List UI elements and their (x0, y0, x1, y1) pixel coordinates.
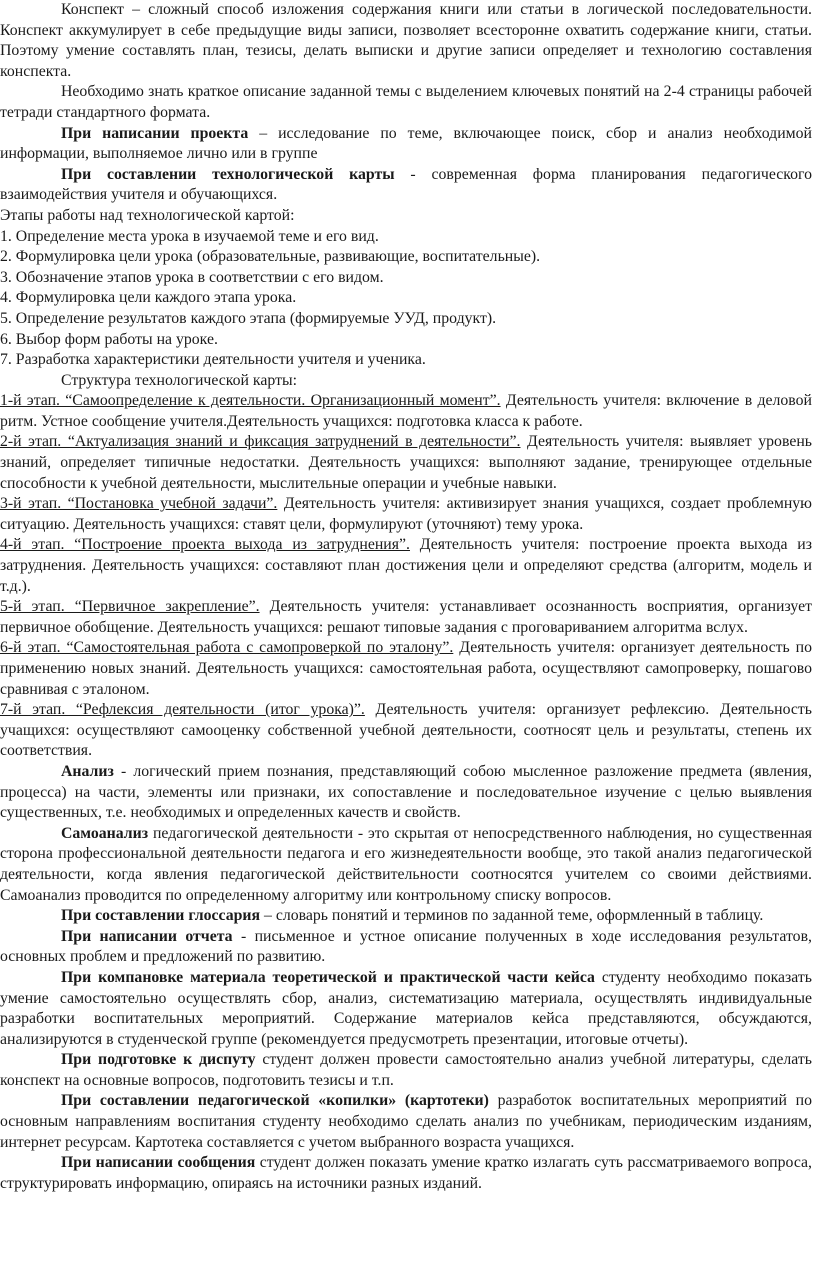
term-selfanalysis: Самоанализ (61, 824, 149, 842)
paragraph-glossary (0, 906, 812, 927)
step-text: Деятельность учителя: организует рефлексию. Деятельность учащихся: осуществляют самооценку собственной учебной деятельности, соотносят цель и результаты, степень их соответствия. (0, 701, 812, 760)
step-title: 6-й этап. “Самостоятельная работа с самопроверкой по эталону”. (0, 639, 454, 657)
term-techmap: При составлении технологической карты (61, 165, 395, 183)
step-item (0, 535, 812, 597)
definition-message: студент должен показать умение кратко излагать суть рассматриваемого вопроса, структурировать информацию, опираясь на источники разных изданий. (0, 1154, 812, 1192)
definition-project: – исследование по теме, включающее поиск, сбор и анализ необходимой информации, выполняемое лично или в группе (0, 124, 812, 163)
paragraph-techmap (0, 165, 812, 206)
term-casework: При компановке материала теоретической и практической части кейса (61, 968, 595, 986)
definition-analysis: - логический прием познания, представляющий собою мысленное разложение предмета (явления, процесса) на части, элементы или признаки, их сопоставление и последовательное изучение с целью выявления существенных, т.е. необходимых и определенных качеств и свойств. (0, 762, 812, 822)
paragraph-dispute (0, 1050, 812, 1091)
paragraph-message (0, 1153, 812, 1194)
stage-item: 2. Формулировка цели урока (образовательные, развивающие, воспитательные). (0, 248, 541, 266)
paragraph-konspekt-requirement: Необходимо знать краткое описание заданной темы с выделением ключевых понятий на 2-4 страницы рабочей тетради стандартного формата. (0, 83, 812, 121)
step-text: Деятельность учителя: организует деятельность по применению новых знаний. Деятельность учащихся: самостоятельная работа, осуществляют самопроверку, пошагово сравнивая с эталоном. (0, 639, 812, 698)
step-title: 2-й этап. “Актуализация знаний и фиксация затруднений в деятельности”. (0, 433, 521, 451)
stage-item: 1. Определение места урока в изучаемой теме и его вид. (0, 227, 379, 245)
term-glossary: При составлении глоссария (61, 907, 261, 925)
step-text: Деятельность учителя: выявляет уровень знаний, определяет типичные недостатки. Деятельность учащихся: выполняют задание, тренирующее отдельные способности к учебной деятельности, мыслительные операции и учебные навыки. (0, 433, 812, 492)
paragraph-cardfile (0, 1091, 812, 1153)
stages-title: Этапы работы над технологической картой: (0, 206, 295, 224)
stage-item: 5. Определение результатов каждого этапа (формируемые УУД, продукт). (0, 309, 497, 327)
step-text: Деятельность учителя: построение проекта выхода из затруднения. Деятельность учащихся: составляют план достижения цели и определяют средства (алгоритм, модель и т.д.). (0, 536, 812, 595)
paragraph-analysis (0, 762, 812, 824)
stage-item: 7. Разработка характеристики деятельности учителя и ученика. (0, 351, 426, 369)
structure-steps (0, 391, 812, 762)
definition-dispute: студент должен провести самостоятельно анализ учебной литературы, сделать конспект на основные вопросов, подготовить тезисы и т.п. (0, 1051, 813, 1089)
term-report: При написании отчета (61, 927, 233, 945)
stage-item: 3. Обозначение этапов урока в соответствии с его видом. (0, 268, 384, 286)
definition-glossary: – словарь понятий и терминов по заданной теме, оформленный в таблицу. (260, 907, 764, 925)
term-analysis: Анализ (61, 762, 114, 780)
step-text: Деятельность учителя: включение в деловой ритм. Устное сообщение учителя.Деятельность учащихся: подготовка класса к работе. (0, 392, 812, 430)
definition-cardfile: разработок воспитательных мероприятий по основным направлениям воспитания студенту необходимо сделать анализ по учебникам, периодическим изданиям, интернет ресурсам. Картотека составляется с учетом выбранного возраста учащихся. (0, 1092, 812, 1151)
step-title: 3-й этап. “Постановка учебной задачи”. (0, 495, 278, 513)
step-title: 7-й этап. “Рефлексия деятельности (итог урока)”. (0, 701, 365, 719)
term-message: При написании сообщения (61, 1154, 256, 1172)
definition-casework: студенту необходимо показать умение самостоятельно осуществлять сбор, анализ, систематизацию материала, осуществлять индивидуальные разработки воспитательных мероприятий. Содержание материалов кейса представляются, обсуждаются, анализируются в студенческой группе (рекомендуется предусмотреть презентации, итоговые отчеты). (0, 968, 812, 1048)
stages-list (0, 227, 812, 371)
step-text: Деятельность учителя: активизирует знания учащихся, создает проблемную ситуацию. Деятельность учащихся: ставят цели, формулируют (уточняют) тему урока. (0, 495, 812, 533)
step-item (0, 494, 812, 535)
structure-title: Структура технологической карты: (61, 371, 297, 389)
paragraph-report (0, 927, 812, 968)
step-title: 4-й этап. “Построение проекта выхода из затруднения”. (0, 536, 410, 554)
paragraph-selfanalysis (0, 824, 812, 906)
term-dispute: При подготовке к диспуту (61, 1051, 256, 1069)
step-text: Деятельность учителя: устанавливает осознанность восприятия, организует первичное обобщение. Деятельность учащихся: решают типовые задания с проговариванием алгоритма вслух. (0, 598, 812, 636)
step-item (0, 700, 812, 762)
step-item (0, 432, 812, 494)
paragraph-casework (0, 968, 812, 1050)
step-item (0, 597, 812, 638)
paragraph-konspekt-definition: Конспект – сложный способ изложения содержания книги или статьи в логической последовательности. Конспект аккумулирует в себе предыдущие виды записи, позволяет всесторонне охватить содержание книги, статьи. Поэтому умение составлять план, тезисы, делать выписки и другие записи определяет и технологию составления конспекта. (0, 1, 812, 80)
step-item (0, 638, 812, 700)
stage-item: 6. Выбор форм работы на уроке. (0, 330, 218, 348)
step-item (0, 391, 812, 432)
definition-techmap: - современная форма планирования педагогического взаимодействия учителя и обучающихся. (0, 165, 812, 204)
stage-item: 4. Формулировка цели каждого этапа урока. (0, 289, 297, 307)
step-title: 5-й этап. “Первичное закрепление”. (0, 598, 260, 616)
term-project: При написании проекта (61, 124, 249, 142)
term-cardfile: При составлении педагогической «копилки» (картотеки) (61, 1092, 489, 1110)
definition-selfanalysis: педагогической деятельности - это скрытая от непосредственного наблюдения, но существенная сторона профессиональной деятельности педагога и его жизнедеятельности вообще, это такой анализ педагогической деятельности, когда явления педагогической действительности соотносятся учителем со своими действиями. Самоанализ проводится по определенному алгоритму или контрольному списку вопросов. (0, 824, 812, 904)
definition-report: - письменное и устное описание полученных в ходе исследования результатов, основных проблем и предложений по развитию. (0, 927, 812, 966)
paragraph-project (0, 124, 812, 165)
step-title: 1-й этап. “Самоопределение к деятельности. Организационный момент”. (0, 392, 501, 410)
